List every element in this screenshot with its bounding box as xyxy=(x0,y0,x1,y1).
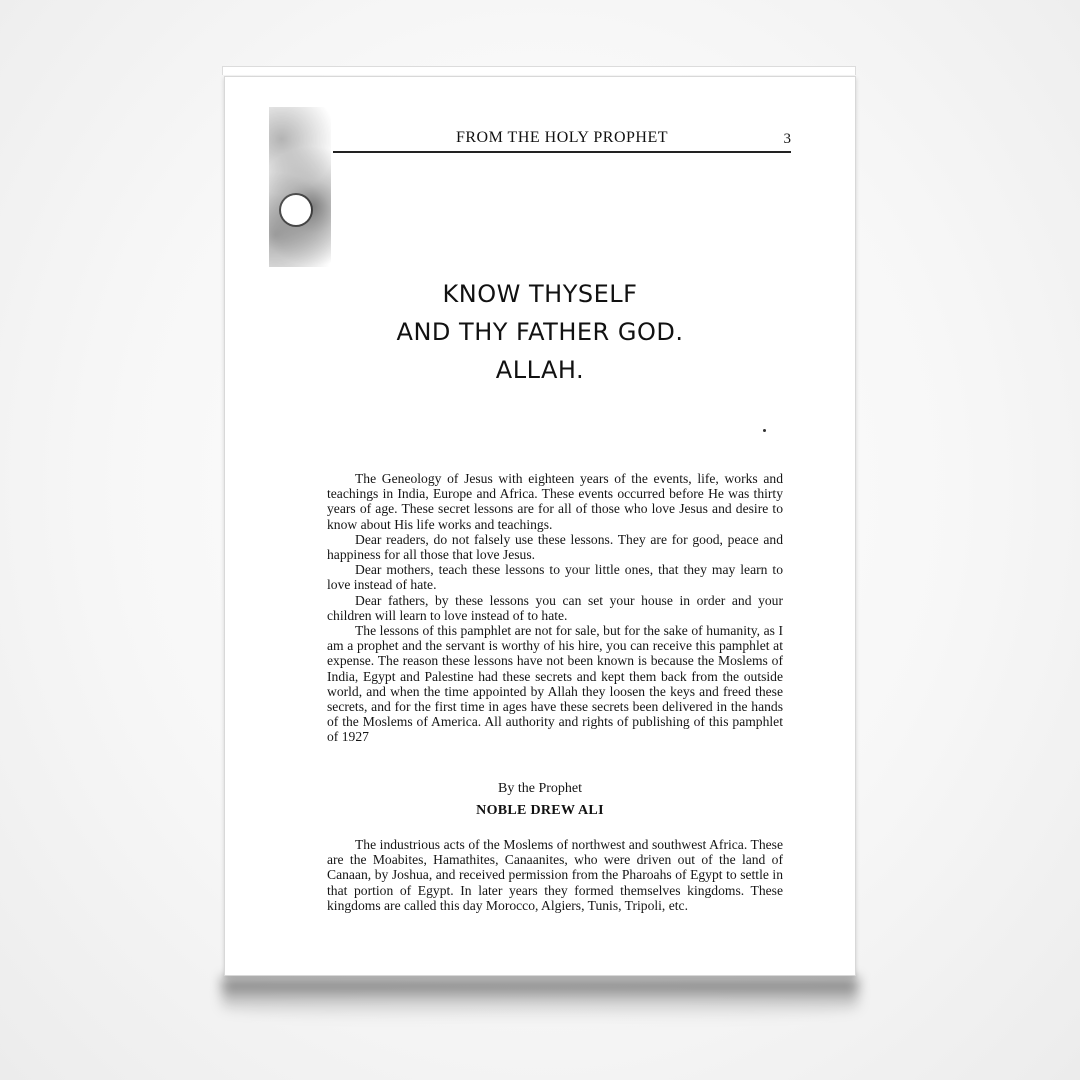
second-text xyxy=(327,837,783,913)
page-stack-edge xyxy=(222,66,856,75)
scan-speckle xyxy=(269,107,331,267)
page-shadow xyxy=(222,978,858,1020)
punch-hole xyxy=(281,195,311,225)
scan-dot xyxy=(763,429,766,432)
paragraph: The Geneology of Jesus with eighteen years of the events, life, works and teachings in India, Europe and Africa. These events occurred before He was thirty years of age. These secret lessons are for all of those who love Jesus and desire to know about His life works and teachings. xyxy=(327,471,783,532)
title-line-3: ALLAH. xyxy=(495,356,585,384)
title-line-2: AND THY FATHER GOD. xyxy=(396,318,684,346)
paragraph: The lessons of this pamphlet are not for sale, but for the sake of humanity, as I am a prophet and the servant is worthy of his hire, you can receive this pamphlet at expense. The reason these lessons have not been known is because the Moslems of India, Egypt and Palestine had these secrets and kept them back from the outside world, and when the time appointed by Allah they loosen the keys and freed these secrets, and for the first time in ages have these secrets been delivered in the hands of the Moslems of America. All authority and rights of publishing of this pamphlet of 1927 xyxy=(327,623,783,745)
paragraph: Dear fathers, by these lessons you can set your house in order and your children will learn to love instead of to hate. xyxy=(327,592,783,623)
title-line-1: KNOW THYSELF xyxy=(442,280,638,308)
running-header xyxy=(333,127,791,153)
running-title: FROM THE HOLY PROPHET xyxy=(455,129,669,146)
main-title xyxy=(225,275,855,389)
document-page xyxy=(224,76,856,976)
paragraph: Dear readers, do not falsely use these lessons. They are for good, peace and happiness for all those that love Jesus. xyxy=(327,531,783,563)
page-number: 3 xyxy=(783,131,791,147)
paragraph: Dear mothers, teach these lessons to your little ones, that they may learn to love instead of hate. xyxy=(327,562,783,593)
paragraph: The industrious acts of the Moslems of northwest and southwest Africa. These are the Moabites, Hamathites, Canaanites, who were driven out of the land of Canaan, by Joshua, and received permission from the Pharoahs of Egypt to settle in that portion of Egypt. In later years they formed themselves kingdoms. These kingdoms are called this day Morocco, Algiers, Tunis, Tripoli, etc. xyxy=(327,837,783,913)
author-name: NOBLE DREW ALI xyxy=(476,803,604,818)
byline: By the Prophet xyxy=(498,781,582,796)
intro-text xyxy=(327,471,783,745)
